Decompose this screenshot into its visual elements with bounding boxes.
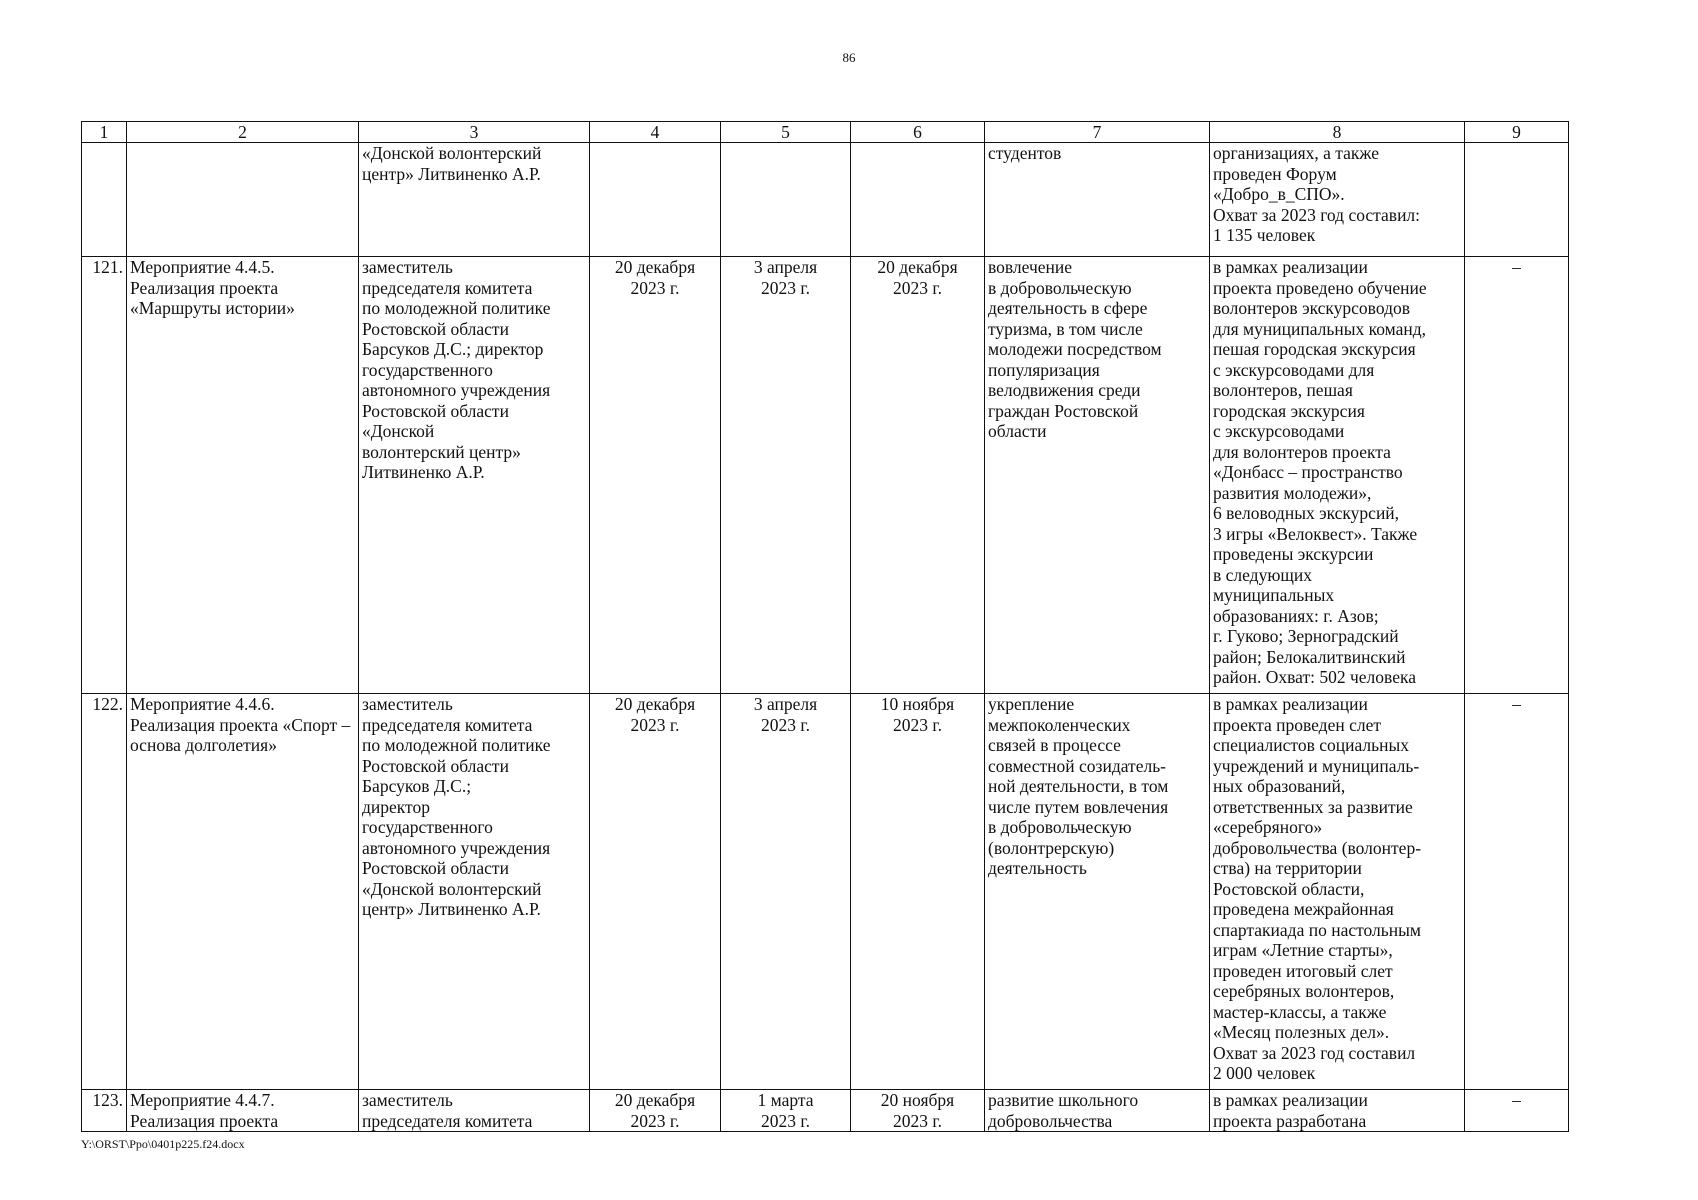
end-date: 20 ноября 2023 г. xyxy=(851,1090,985,1132)
start-date: 1 марта 2023 г. xyxy=(721,1090,851,1132)
responsible-person: «Донской волонтерский центр» Литвиненко А.Р. xyxy=(359,143,590,257)
header-col-4: 4 xyxy=(590,122,721,143)
page-number: 86 xyxy=(842,50,856,65)
planned-date: 20 декабря 2023 г. xyxy=(590,257,721,694)
table-row xyxy=(82,694,1569,1090)
planned-date: 20 декабря 2023 г. xyxy=(590,694,721,1090)
header-col-5: 5 xyxy=(721,122,851,143)
expected-result: вовлечение в добровольческую деятельность в сфере туризма, в том числе молодежи посредством популяризация велодвижения среди граждан Ростовской области xyxy=(985,257,1210,694)
row-number: 121. xyxy=(82,257,127,694)
header-col-3: 3 xyxy=(359,122,590,143)
end-date: 20 декабря 2023 г. xyxy=(851,257,985,694)
expected-result: развитие школьного добровольчества xyxy=(985,1090,1210,1132)
event-name xyxy=(127,143,359,257)
header-col-1: 1 xyxy=(82,122,127,143)
planned-date: 20 декабря 2023 г. xyxy=(590,1090,721,1132)
responsible-person: заместитель председателя комитета по молодежной политике Ростовской области Барсуков Д.С.; директор государственного автономного учреждения Ростовской области «Донской волонтерский центр» Литвиненко А.Р. xyxy=(359,257,590,694)
table-row xyxy=(82,1090,1569,1132)
actual-result: в рамках реализации проекта проведен слет специалистов социальных учреждений и муниципаль- ных образований, ответственных за развитие «серебряного» добровольчества (волонтер- ства) на территории Ростовской области, проведена межрайонная спартакиада по настольным играм «Летние старты», проведен итоговый слет серебряных волонтеров, мастер-классы, а также «Месяц полезных дел». Охват за 2023 год составил 2 000 человек xyxy=(1210,694,1465,1090)
row-number: 122. xyxy=(82,694,127,1090)
end-date: 10 ноября 2023 г. xyxy=(851,694,985,1090)
file-path: Y:\ORST\Ppo\0401p225.f24.docx xyxy=(81,1137,245,1151)
note: – xyxy=(1465,694,1569,1090)
start-date xyxy=(721,143,851,257)
event-name: Мероприятие 4.4.6. Реализация проекта «Спорт – основа долголетия» xyxy=(127,694,359,1090)
header-col-7: 7 xyxy=(985,122,1210,143)
table-row xyxy=(82,143,1569,257)
expected-result: студентов xyxy=(985,143,1210,257)
header-col-8: 8 xyxy=(1210,122,1465,143)
responsible-person: заместитель председателя комитета по молодежной политике Ростовской области Барсуков Д.С.; директор государственного автономного учреждения Ростовской области «Донской волонтерский центр» Литвиненко А.Р. xyxy=(359,694,590,1090)
actual-result: организациях, а также проведен Форум «Добро_в_СПО». Охват за 2023 год составил: 1 135 человек xyxy=(1210,143,1465,257)
actual-result: в рамках реализации проекта проведено обучение волонтеров экскурсоводов для муниципальных команд, пешая городская экскурсия с экскурсоводами для волонтеров, пешая городская экскурсия с экскурсоводами для волонтеров проекта «Донбасс – пространство развития молодежи», 6 веловодных экскурсий, 3 игры «Велоквест». Также проведены экскурсии в следующих муниципальных образованиях: г. Азов; г. Гуково; Зерноградский район; Белокалитвинский район. Охват: 502 человека xyxy=(1210,257,1465,694)
header-col-6: 6 xyxy=(851,122,985,143)
expected-result: укрепление межпоколенческих связей в процессе совместной созидатель- ной деятельности, в том числе путем вовлечения в добровольческую (волонтрерскую) деятельность xyxy=(985,694,1210,1090)
note: – xyxy=(1465,257,1569,694)
report-table xyxy=(81,121,1569,1132)
planned-date xyxy=(590,143,721,257)
note xyxy=(1465,143,1569,257)
start-date: 3 апреля 2023 г. xyxy=(721,257,851,694)
event-name: Мероприятие 4.4.7. Реализация проекта xyxy=(127,1090,359,1132)
table-row xyxy=(82,257,1569,694)
start-date: 3 апреля 2023 г. xyxy=(721,694,851,1090)
header-row xyxy=(82,122,1569,143)
responsible-person: заместитель председателя комитета xyxy=(359,1090,590,1132)
row-number xyxy=(82,143,127,257)
end-date xyxy=(851,143,985,257)
row-number: 123. xyxy=(82,1090,127,1132)
actual-result: в рамках реализации проекта разработана xyxy=(1210,1090,1465,1132)
note: – xyxy=(1465,1090,1569,1132)
event-name: Мероприятие 4.4.5. Реализация проекта «Маршруты истории» xyxy=(127,257,359,694)
header-col-2: 2 xyxy=(127,122,359,143)
header-col-9: 9 xyxy=(1465,122,1569,143)
